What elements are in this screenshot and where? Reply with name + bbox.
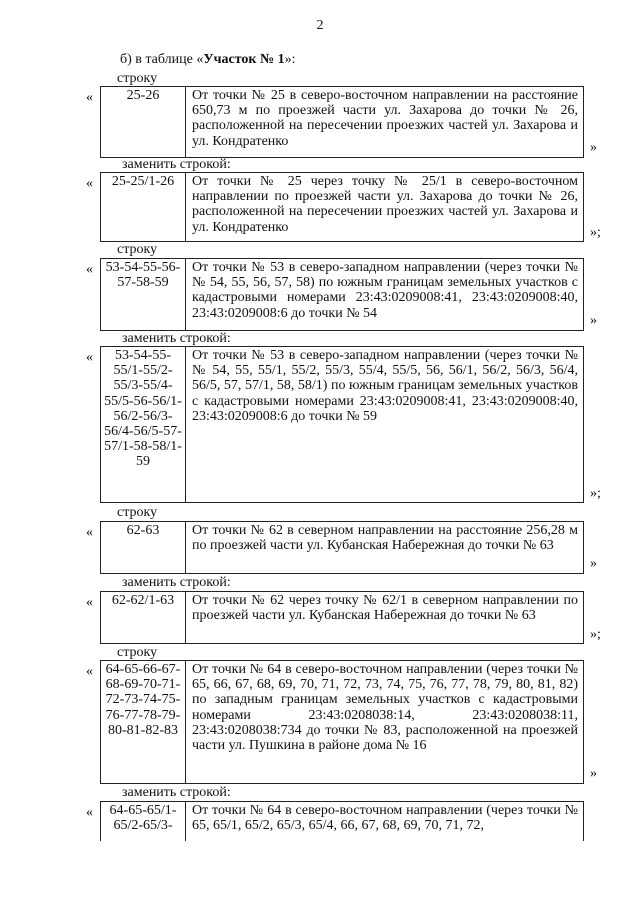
row-description: От точки № 25 через точку № 25/1 в северо-восточном направлении по проезжей части ул. Захарова до точки № 26, расположенной на пересечении проезжих частей ул. Захарова и ул. Кондратенко <box>192 174 578 235</box>
row-code: 62-62/1-63 <box>101 592 186 643</box>
row-description: От точки № 62 через точку № 62/1 в северном направлении по проезжей части ул. Кубанская Набережная до точки № 63 <box>192 593 578 624</box>
label-stroku: строку <box>117 505 158 520</box>
quote-open: « <box>86 90 93 105</box>
row-description: От точки № 64 в северо-восточном направлении (через точки № 65, 65/1, 65/2, 65/3, 65/4, 66, 67, 68, 69, 70, 71, 72, <box>192 803 578 834</box>
row-code: 64-65-65/1-65/2-65/3- <box>101 802 186 841</box>
quote-close: » <box>590 313 597 328</box>
label-zamenit: заменить строкой: <box>122 575 231 590</box>
quote-open: « <box>86 595 93 610</box>
row-description: От точки № 62 в северном направлении на расстояние 256,28 м по проезжей части ул. Кубанская Набережная до точки № 63 <box>192 523 578 554</box>
quote-open: « <box>86 805 93 820</box>
quote-close: » <box>590 556 597 571</box>
row-description: От точки № 53 в северо-западном направлении (через точки №№ 54, 55, 55/1, 55/2, 55/3, 55/4, 55/5, 56, 56/1, 56/2, 56/3, 56/4, 56/5, 57, 57/1, 58, 58/1) по южным границам земельных участков с кадастровыми номерами 23:43:0209008:41, 23:43:0209008:40, 23:43:0209008:6 до точки № 59 <box>192 348 578 424</box>
row-code: 25-26 <box>101 87 186 157</box>
quote-close: » <box>590 140 597 155</box>
intro-suffix: »: <box>284 52 296 67</box>
quote-open: « <box>86 664 93 679</box>
row-code: 64-65-66-67-68-69-70-71-72-73-74-75-76-77-78-79-80-81-82-83 <box>101 661 186 783</box>
row-description: От точки № 64 в северо-восточном направлении (через точки № 65, 66, 67, 68, 69, 70, 71, 72, 73, 74, 75, 76, 77, 78, 79, 80, 81, 82) по западным границам земельных участков с кадастровыми номерами 23:43:0208038:14, 23:43:0208038:11, 23:43:0208038:734 до точки № 83, расположенной на проезжей части ул. Пушкина в районе дома № 16 <box>192 662 578 754</box>
label-zamenit: заменить строкой: <box>122 157 231 172</box>
quote-close: »; <box>590 225 601 240</box>
label-stroku: строку <box>117 71 158 86</box>
page-number: 2 <box>316 18 324 33</box>
label-zamenit: заменить строкой: <box>122 331 231 346</box>
table-row <box>100 591 584 644</box>
table-row <box>100 86 584 158</box>
row-description: От точки № 53 в северо-западном направлении (через точки №№ 54, 55, 56, 57, 58) по южным границам земельных участков с кадастровыми номерами 23:43:0209008:41, 23:43:0209008:40, 23:43:0209008:6 до точки № 54 <box>192 260 578 321</box>
quote-close: »; <box>590 486 601 501</box>
row-code: 62-63 <box>101 522 186 573</box>
row-description: От точки № 25 в северо-восточном направлении на расстояние 650,73 м по проезжей части ул. Захарова до точки № 26, расположенной на пересечении проезжих частей ул. Захарова и ул. Кондратенко <box>192 88 578 149</box>
intro-line <box>120 52 295 68</box>
quote-open: « <box>86 525 93 540</box>
label-stroku: строку <box>117 242 158 257</box>
table-row <box>100 346 584 503</box>
table-row <box>100 660 584 784</box>
row-code: 53-54-55-55/1-55/2-55/3-55/4-55/5-56-56/1- 56/2-56/3- 56/4-56/5-57-57/1-58-58/1-59 <box>101 347 186 502</box>
quote-open: « <box>86 176 93 191</box>
table-row <box>100 172 584 242</box>
intro-bold: Участок № 1 <box>203 52 285 67</box>
quote-close: »; <box>590 627 601 642</box>
table-row <box>100 801 584 841</box>
quote-open: « <box>86 350 93 365</box>
table-row <box>100 521 584 574</box>
label-stroku: строку <box>117 645 158 660</box>
table-row <box>100 258 584 331</box>
quote-open: « <box>86 262 93 277</box>
row-code: 53-54-55-56-57-58-59 <box>101 259 186 330</box>
label-zamenit: заменить строкой: <box>122 785 231 800</box>
quote-close: » <box>590 766 597 781</box>
intro-prefix: б) в таблице « <box>120 52 204 67</box>
row-code: 25-25/1-26 <box>101 173 186 241</box>
